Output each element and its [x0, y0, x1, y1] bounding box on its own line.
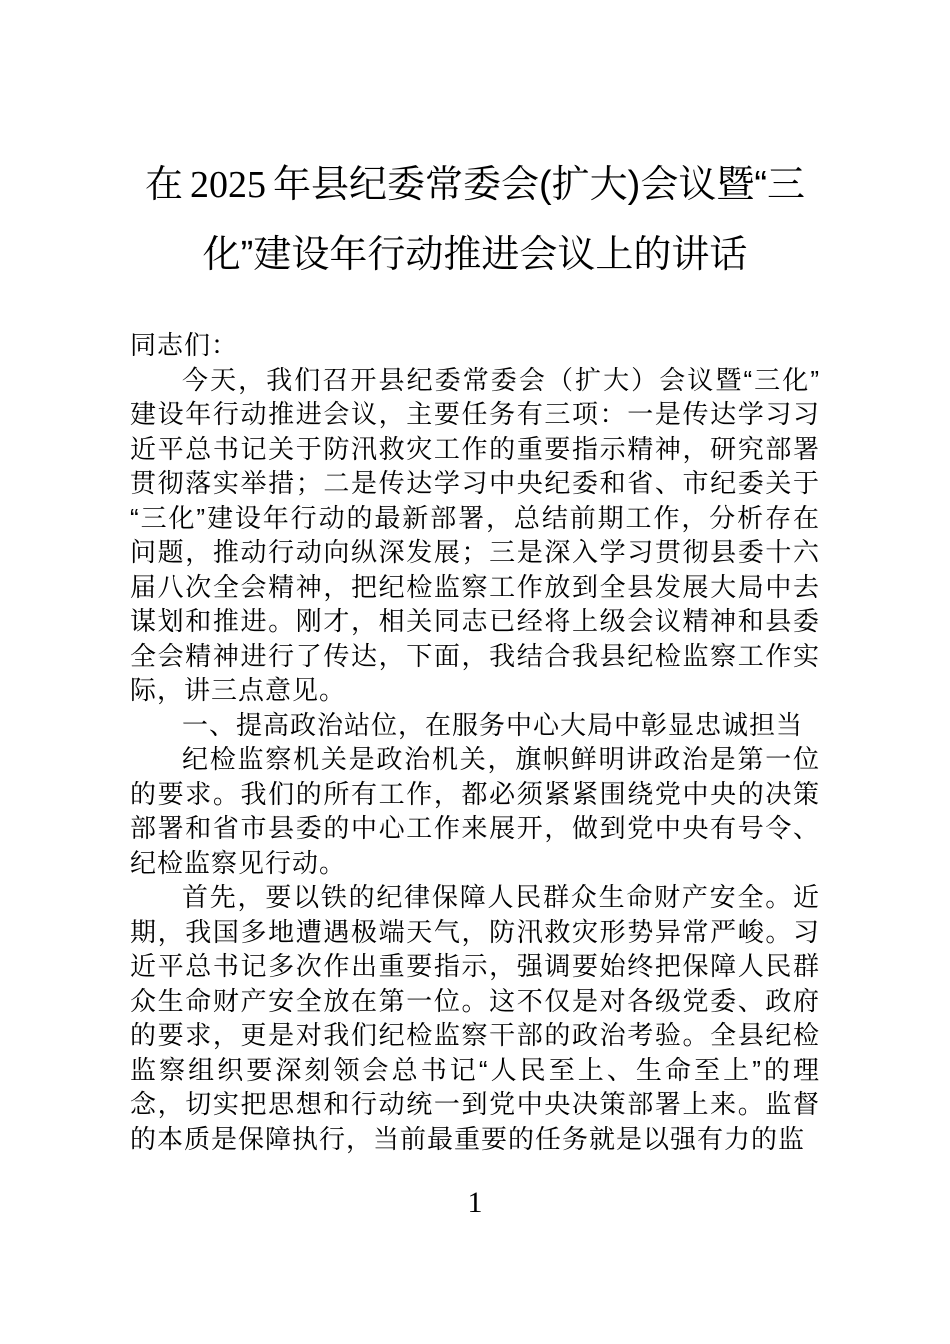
- document-body: [130, 328, 820, 1156]
- title-line-1: [95, 150, 855, 220]
- title-year: 2025: [190, 164, 267, 206]
- paragraph-political-stance: 纪检监察机关是政治机关，旗帜鲜明讲政治是第一位的要求。我们的所有工作，都必须紧紧围绕党中央的决策部署和省市县委的中心工作来展开，做到党中央有号令、纪检监察见行动。: [130, 744, 820, 878]
- page-number: 1: [467, 1186, 483, 1219]
- salutation: 同志们：: [130, 330, 239, 360]
- section-heading-1: 一、提高政治站位，在服务中心大局中彰显忠诚担当: [182, 709, 804, 740]
- paragraph-opening: 今天，我们召开县纪委常委会（扩大）会议暨“三化”建设年行动推进会议，主要任务有三项：一是传达学习习近平总书记关于防汛救灾工作的重要指示精神，研究部署贯彻落实举措；二是传达学习中央纪委和省、市纪委关于“三化”建设年行动的最新部署，总结前期工作，分析存在问题，推动行动向纵深发展；三是深入学习贯彻县委十六届八次全会精神，把纪检监察工作放到全县发展大局中去谋划和推进。刚才，相关同志已经将上级会议精神和县委全会精神进行了传达，下面，我结合我县纪检监察工作实际，讲三点意见。: [130, 364, 820, 705]
- title-line-1-suffix: 年县纪委常委会(扩大)会议暨“三: [273, 164, 805, 206]
- paragraph-flood-relief: 首先，要以铁的纪律保障人民群众生命财产安全。近期，我国多地遭遇极端天气，防汛救灾形势异常严峻。习近平总书记多次作出重要指示，强调要始终把保障人民群众生命财产安全放在第一位。这不仅是对各级党委、政府的要求，更是对我们纪检监察干部的政治考验。全县纪检监察组织要深刻领会总书记“人民至上、生命至上”的理念，切实把思想和行动统一到党中央决策部署上来。监督的本质是保障执行，当前最重要的任务就是以强有力的监: [130, 882, 820, 1154]
- document-title: [95, 0, 855, 290]
- title-line-1-prefix: 在: [145, 164, 184, 206]
- title-line-2: 化”建设年行动推进会议上的讲话: [202, 234, 748, 276]
